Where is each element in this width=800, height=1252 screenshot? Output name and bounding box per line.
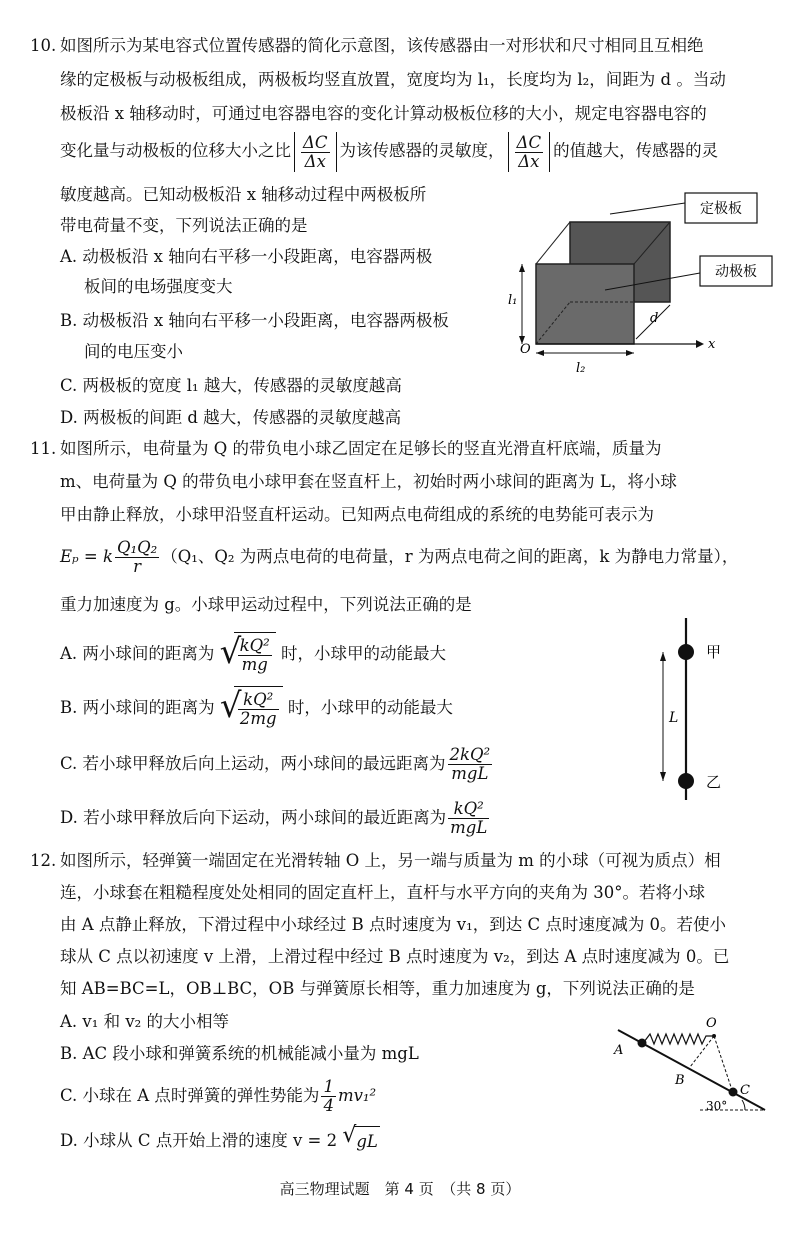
q11-option-a-suffix: 时，小球甲的动能最大 — [281, 644, 447, 663]
q10-option-d: D. 两极板的间距 d 越大，传感器的灵敏度越高 — [60, 408, 402, 427]
label-C: C — [740, 1083, 750, 1098]
capacitor-figure — [500, 190, 757, 380]
moving-plate-label: 动极板 — [715, 264, 757, 280]
q12-option-d-prefix: D. 小球从 C 点开始上滑的速度 v = 2 — [60, 1131, 338, 1150]
fixed-plate-label: 定极板 — [700, 201, 742, 217]
q12-line-3: 由 A 点静止释放，下滑过程中小球经过 B 点时速度为 v₁，到达 C 点时速度减为 0。若使小 — [60, 915, 727, 934]
frac-numerator: 2kQ² — [449, 745, 491, 764]
frac-denominator: r — [133, 557, 142, 576]
label-B: B — [675, 1073, 685, 1088]
label-A: A — [614, 1043, 624, 1058]
q10-line-4 — [60, 131, 718, 172]
q11-option-b — [60, 686, 453, 731]
l2-label: l₂ — [576, 361, 586, 376]
frac-b — [238, 691, 279, 728]
frac-a — [238, 637, 272, 674]
q11-line-1: 如图所示，电荷量为 Q 的带负电小球乙固定在足够长的竖直光滑直杆底端，质量为 — [60, 439, 662, 458]
q11-option-d-prefix: D. 若小球甲释放后向下运动，两小球间的最近距离为 — [60, 808, 447, 827]
l1-label: l₁ — [508, 293, 518, 308]
sqrt-b: √ $\frac{\text{kQ²}}{2mg}$ — [220, 686, 283, 731]
ep-lhs: Eₚ = k — [60, 547, 113, 566]
sensitivity-abs-1 — [294, 132, 337, 172]
ball-a — [638, 1039, 647, 1048]
sqrt-a: √ $\frac{\text{kQ²}}{mg}$ — [220, 632, 276, 677]
distance-L-label: L — [669, 710, 679, 726]
ball-yi — [678, 773, 694, 789]
origin-label: O — [520, 342, 531, 357]
ball-jia-label: 甲 — [706, 643, 722, 661]
incline-figure — [600, 1010, 780, 1125]
q10-number: 10. — [30, 36, 57, 55]
ball-c — [729, 1088, 738, 1097]
q10-option-a-1: A. 动极板沿 x 轴向右平移一小段距离，电容器两极 — [60, 247, 433, 266]
page-footer: 高三物理试题 第 4 页 （共 8 页） — [279, 1180, 521, 1198]
frac-numerator: ΔC — [303, 132, 328, 152]
q10-line-6: 带电荷量不变，下列说法正确的是 — [60, 216, 308, 235]
sensitivity-fraction-2 — [515, 134, 544, 171]
q12-option-c-suffix: mv₁² — [337, 1086, 377, 1105]
q11-option-b-prefix: B. 两小球间的距离为 — [60, 698, 215, 717]
ball-jia — [678, 644, 694, 660]
moving-plate — [536, 264, 634, 344]
frac-denominator: Δx — [518, 151, 540, 171]
frac-denominator: 4 — [323, 1096, 334, 1115]
ep-rest: （Q₁、Q₂ 为两点电荷的电荷量，r 为两点电荷之间的距离，k 为静电力常量）， — [161, 547, 739, 566]
rod-figure — [650, 615, 740, 815]
q10-line-4b: 为该传感器的灵敏度， — [339, 141, 505, 160]
q10-option-a-2: 板间的电场强度变大 — [84, 277, 233, 296]
ep-fraction — [115, 539, 159, 576]
q11-line-5: 重力加速度为 g。小球甲运动过程中，下列说法正确的是 — [60, 595, 472, 614]
q10-line-2: 缘的定极板与动极板组成，两极板均竖直放置，宽度均为 l₁，长度均为 l₂，间距为 d 。当动 — [60, 70, 726, 89]
frac-denominator: mgL — [450, 818, 488, 837]
frac-denominator: mg — [241, 655, 268, 674]
angle-label: 30° — [706, 1099, 728, 1113]
q10-option-b-2: 间的电压变小 — [84, 342, 183, 361]
d-label: d — [650, 311, 659, 326]
frac-c — [448, 746, 493, 783]
frac-numerator: Q₁Q₂ — [116, 538, 158, 557]
q11-option-d — [60, 796, 491, 840]
frac-numerator: 1 — [323, 1077, 334, 1096]
q12-option-c-prefix: C. 小球在 A 点时弹簧的弹性势能为 — [60, 1086, 320, 1105]
frac-d — [448, 800, 489, 837]
q12-option-c — [60, 1074, 376, 1118]
q10-line-1: 如图所示为某电容式位置传感器的简化示意图，该传感器由一对形状和尺寸相同且互相绝 — [60, 36, 704, 55]
q11-option-a-prefix: A. 两小球间的距离为 — [60, 644, 215, 663]
q10-option-b-1: B. 动极板沿 x 轴向右平移一小段距离，电容器两极板 — [60, 311, 449, 330]
q11-potential-energy-line — [60, 537, 738, 577]
q10-option-c: C. 两极板的宽度 l₁ 越大，传感器的灵敏度越高 — [60, 376, 402, 395]
q10-line-3: 极板沿 x 轴移动时，可通过电容器电容的变化计算动极板位移的大小，规定电容器电容的 — [60, 104, 707, 123]
q12-line-2: 连，小球套在粗糙程度处处相同的固定直杆上，直杆与水平方向的夹角为 30°。若将小球 — [60, 883, 705, 902]
q12-line-5: 知 AB=BC=L，OB⊥BC，OB 与弹簧原长相等，重力加速度为 g，下列说法正确的是 — [60, 979, 695, 998]
sensitivity-abs-2 — [508, 132, 551, 172]
sqrt-gl-body: gL — [354, 1126, 380, 1157]
frac-denominator: Δx — [304, 151, 326, 171]
q11-option-c — [60, 742, 494, 786]
sqrt-gl: √ gL — [342, 1126, 380, 1157]
sensitivity-fraction-1 — [301, 134, 330, 171]
label-O: O — [706, 1016, 717, 1031]
frac-denominator: 2mg — [239, 709, 277, 728]
frac-quarter — [321, 1078, 336, 1115]
x-label: x — [708, 337, 716, 352]
q12-option-d — [60, 1123, 380, 1157]
q10-line-4a: 变化量与动极板的位移大小之比 — [60, 141, 291, 160]
q10-line-5: 敏度越高。已知动极板沿 x 轴移动过程中两极板所 — [60, 185, 427, 204]
q11-option-b-suffix: 时，小球甲的动能最大 — [287, 698, 453, 717]
q10-line-4c: 的值越大，传感器的灵 — [553, 141, 719, 160]
q11-option-a — [60, 632, 446, 677]
q12-number: 12. — [30, 851, 57, 870]
q11-line-2: m、电荷量为 Q 的带负电小球甲套在竖直杆上，初始时两小球间的距离为 L，将小球 — [60, 472, 677, 491]
q12-option-a: A. v₁ 和 v₂ 的大小相等 — [60, 1012, 230, 1031]
frac-numerator: kQ² — [238, 691, 279, 710]
frac-denominator: mgL — [451, 764, 489, 783]
q11-number: 11. — [30, 439, 57, 458]
spring — [644, 1034, 712, 1044]
frac-numerator: ΔC — [516, 132, 542, 152]
q12-line-4: 球从 C 点以初速度 v 上滑，上滑过程中经过 B 点时速度为 v₂，到达 A 点时速度减为 0。已 — [60, 947, 730, 966]
q11-line-3: 甲由静止释放，小球甲沿竖直杆运动。已知两点电荷组成的系统的电势能可表示为 — [60, 505, 654, 524]
q12-line-1: 如图所示，轻弹簧一端固定在光滑转轴 O 上，另一端与质量为 m 的小球（可视为质点）相 — [60, 851, 721, 870]
ball-yi-label: 乙 — [706, 773, 722, 791]
q12-option-b: B. AC 段小球和弹簧系统的机械能减小量为 mgL — [60, 1044, 419, 1063]
frac-numerator: kQ² — [239, 636, 270, 655]
frac-numerator: kQ² — [448, 800, 489, 819]
q11-option-c-prefix: C. 若小球甲释放后向上运动，两小球间的最远距离为 — [60, 754, 446, 773]
